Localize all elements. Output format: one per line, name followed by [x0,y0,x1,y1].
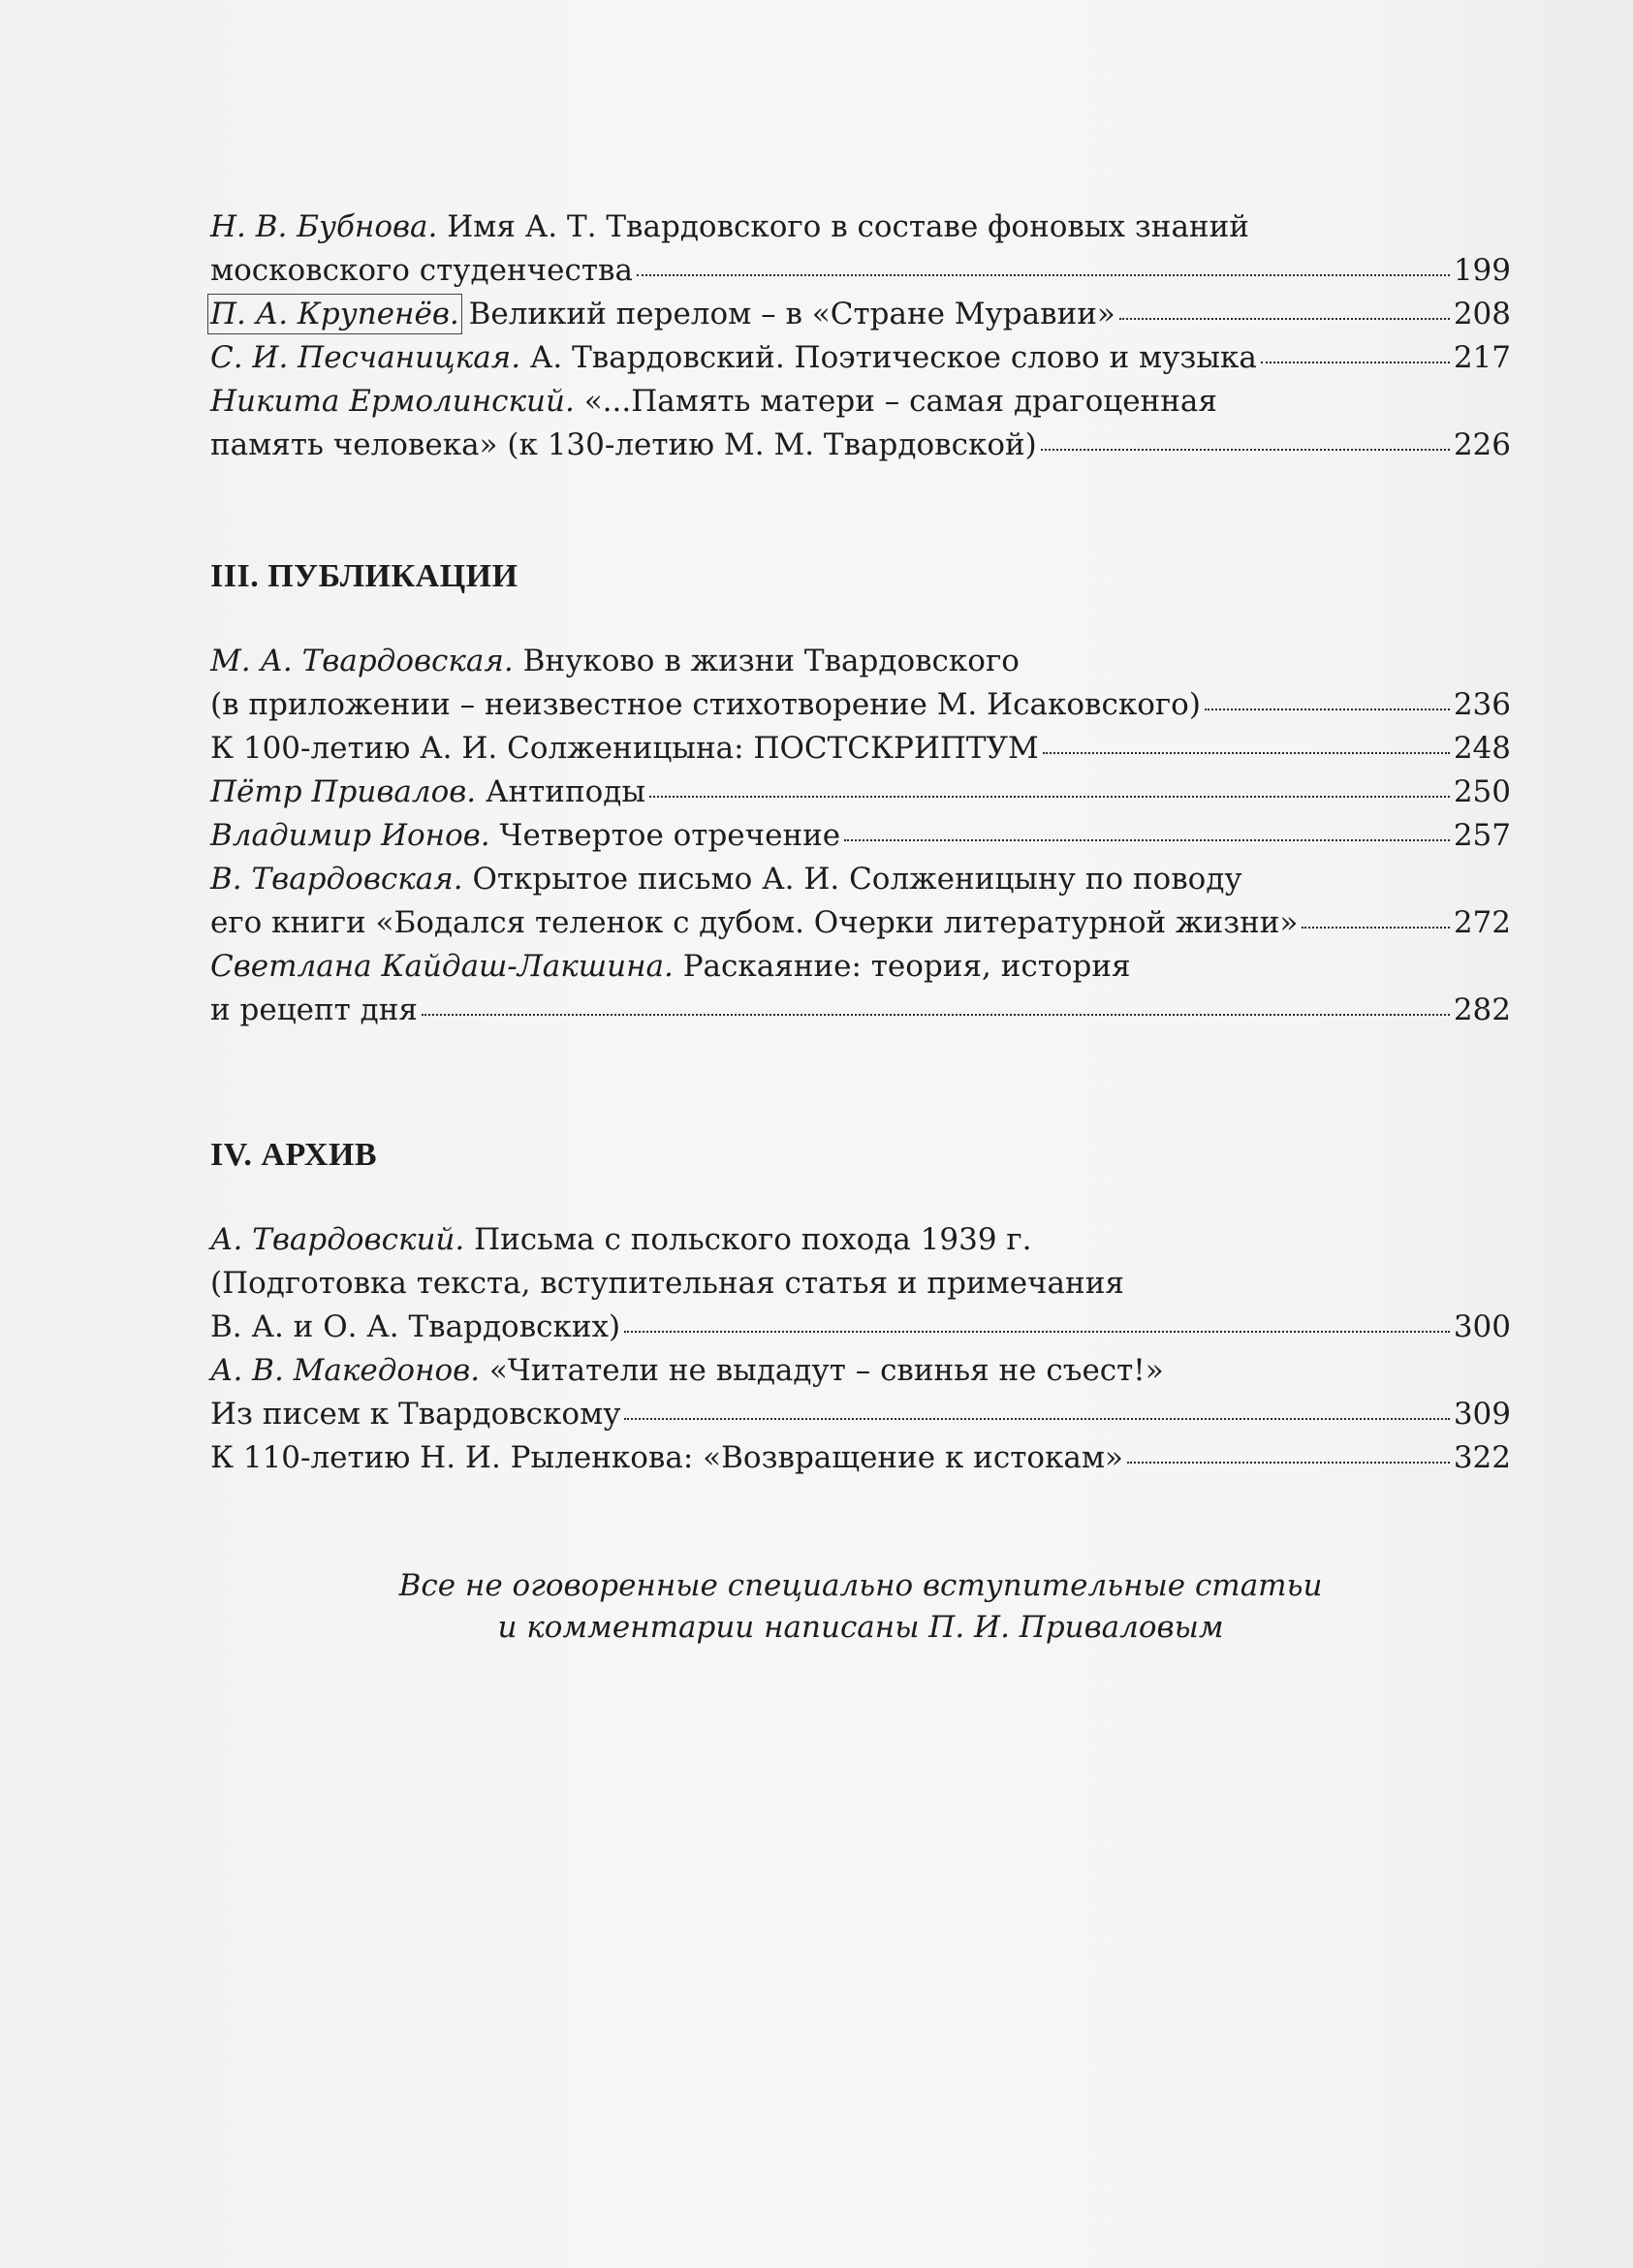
toc-title-text: Письма с польского похода 1939 г. [464,1222,1032,1257]
toc-author: А. Твардовский. [210,1222,465,1257]
dot-leader [1302,927,1449,929]
toc-title-text: Внуково в жизни Твардовского [513,644,1020,678]
section-archive-entries [210,1218,1511,1480]
toc-author: В. Твардовская. [210,862,463,897]
toc-title-line [210,1349,1511,1393]
toc-title-last-line [210,989,1511,1032]
toc-title-last-line [210,771,1511,814]
page-number: 272 [1453,905,1511,940]
toc-title-text: (в приложении – неизвестное стихотворение М. Исаковского) [210,687,1201,722]
toc-title-wrap [210,814,840,858]
editorial-note [210,1565,1511,1649]
toc-entry [210,858,1511,945]
toc-title-last-line [210,1436,1511,1480]
page-number: 250 [1453,774,1511,809]
toc-entry [210,945,1511,1032]
toc-entry [210,1349,1511,1436]
toc-title-text: Из писем к Твардовскому [210,1397,621,1432]
toc-author: Никита Ермолинский. [210,384,575,419]
toc-entry [210,640,1511,727]
toc-author: Н. В. Бубнова. [210,209,438,244]
toc-title-wrap [210,1436,1123,1480]
toc-entry [210,771,1511,814]
toc-title-text: В. А. и О. А. Твардовских) [210,1309,621,1344]
toc-title-wrap [210,293,1115,336]
toc-title-text: его книги «Бодался теленок с дубом. Очерки литературной жизни» [210,905,1299,940]
toc-title-text: память человека» (к 130-летию М. М. Твардовской) [210,427,1037,462]
dot-leader [1127,1462,1450,1464]
dot-leader [624,1331,1450,1333]
page-number: 257 [1453,818,1511,853]
toc-entry [210,293,1511,336]
dot-leader [422,1014,1450,1016]
page-number: 282 [1453,992,1511,1027]
dot-leader [1205,709,1450,710]
page-number: 309 [1453,1397,1511,1432]
toc-title-last-line [210,424,1511,467]
dot-leader [649,796,1450,798]
toc-title-wrap [210,683,1201,727]
toc-title-text: Имя А. Т. Твардовского в составе фоновых знаний [437,209,1249,244]
toc-title-line [210,858,1511,901]
toc-title-line [210,945,1511,989]
toc-title-last-line [210,293,1511,336]
toc-entry [210,1218,1511,1349]
toc-title-last-line [210,336,1511,380]
toc-title-text: А. Твардовский. Поэтическое слово и музыка [520,340,1257,375]
toc-title-wrap [210,424,1037,467]
toc-title-line [210,380,1511,424]
toc-title-wrap [210,1306,620,1349]
toc-title-text: К 100-летию А. И. Солженицына: ПОСТСКРИПТУМ [210,731,1039,766]
page-number: 248 [1453,731,1511,766]
toc-title-wrap [210,336,1257,380]
toc-title-last-line [210,901,1511,945]
section-heading-archive: IV. АРХИВ [210,1137,378,1173]
toc-title-line [210,640,1511,683]
toc-title-text: Раскаяние: теория, история [673,949,1131,984]
section-ii-entries [210,205,1511,467]
toc-title-wrap [210,901,1298,945]
toc-title-text: Открытое письмо А. И. Солженицыну по поводу [462,862,1242,897]
section-heading-publications: III. ПУБЛИКАЦИИ [210,558,518,594]
editorial-note-line-2: и комментарии написаны П. И. Приваловым [497,1610,1224,1645]
toc-title-text: Четвертое отречение [489,818,841,853]
toc-title-last-line [210,1306,1511,1349]
toc-title-wrap [210,989,418,1032]
toc-entry [210,380,1511,467]
page-number: 217 [1453,340,1511,375]
page-number: 300 [1453,1309,1511,1344]
toc-title-last-line [210,249,1511,293]
toc-title-last-line [210,727,1511,771]
toc-author: С. И. Песчаницкая. [210,340,521,375]
toc-title-line [210,1262,1511,1306]
table-of-contents [210,205,1511,1649]
toc-author: Светлана Кайдаш-Лакшина. [210,949,674,984]
page-number: 226 [1453,427,1511,462]
toc-title-text: «Читатели не выдадут – свинья не съест!» [480,1353,1164,1388]
toc-title-wrap [210,249,633,293]
dot-leader [1119,318,1450,320]
toc-author: П. А. Крупенёв. [210,297,459,331]
dot-leader [1261,362,1450,363]
toc-title-last-line [210,683,1511,727]
toc-title-text: «...Память матери – самая драгоценная [574,384,1217,419]
dot-leader [844,839,1450,841]
page-number: 322 [1453,1440,1511,1475]
toc-entry [210,727,1511,771]
toc-title-text: и рецепт дня [210,992,418,1027]
toc-title-wrap [210,727,1039,771]
toc-title-wrap [210,771,645,814]
dot-leader [637,274,1450,276]
page-number: 236 [1453,687,1511,722]
dot-leader [1043,752,1450,754]
toc-author: М. А. Твардовская. [210,644,514,678]
dot-leader [624,1418,1449,1420]
toc-entry [210,336,1511,380]
toc-entry [210,814,1511,858]
toc-title-text: К 110-летию Н. И. Рыленкова: «Возвращение к истокам» [210,1440,1123,1475]
toc-title-text: московского студенчества [210,253,633,288]
toc-title-text: Великий перелом – в «Стране Муравии» [458,297,1115,331]
dot-leader [1041,449,1450,451]
editorial-note-line-1: Все не оговоренные специально вступительные статьи [398,1568,1323,1603]
toc-entry [210,1436,1511,1480]
toc-title-line [210,1218,1511,1262]
toc-title-wrap [210,1393,620,1436]
toc-author: Пётр Привалов. [210,774,477,809]
page-number: 208 [1453,297,1511,331]
page-number: 199 [1453,253,1511,288]
toc-title-line [210,205,1511,249]
toc-author: А. В. Македонов. [210,1353,481,1388]
toc-author: Владимир Ионов. [210,818,490,853]
toc-title-text: Антиподы [476,774,646,809]
toc-title-last-line [210,814,1511,858]
section-publications-entries [210,640,1511,1032]
toc-title-text: (Подготовка текста, вступительная статья и примечания [210,1266,1124,1301]
toc-entry [210,205,1511,293]
toc-title-last-line [210,1393,1511,1436]
